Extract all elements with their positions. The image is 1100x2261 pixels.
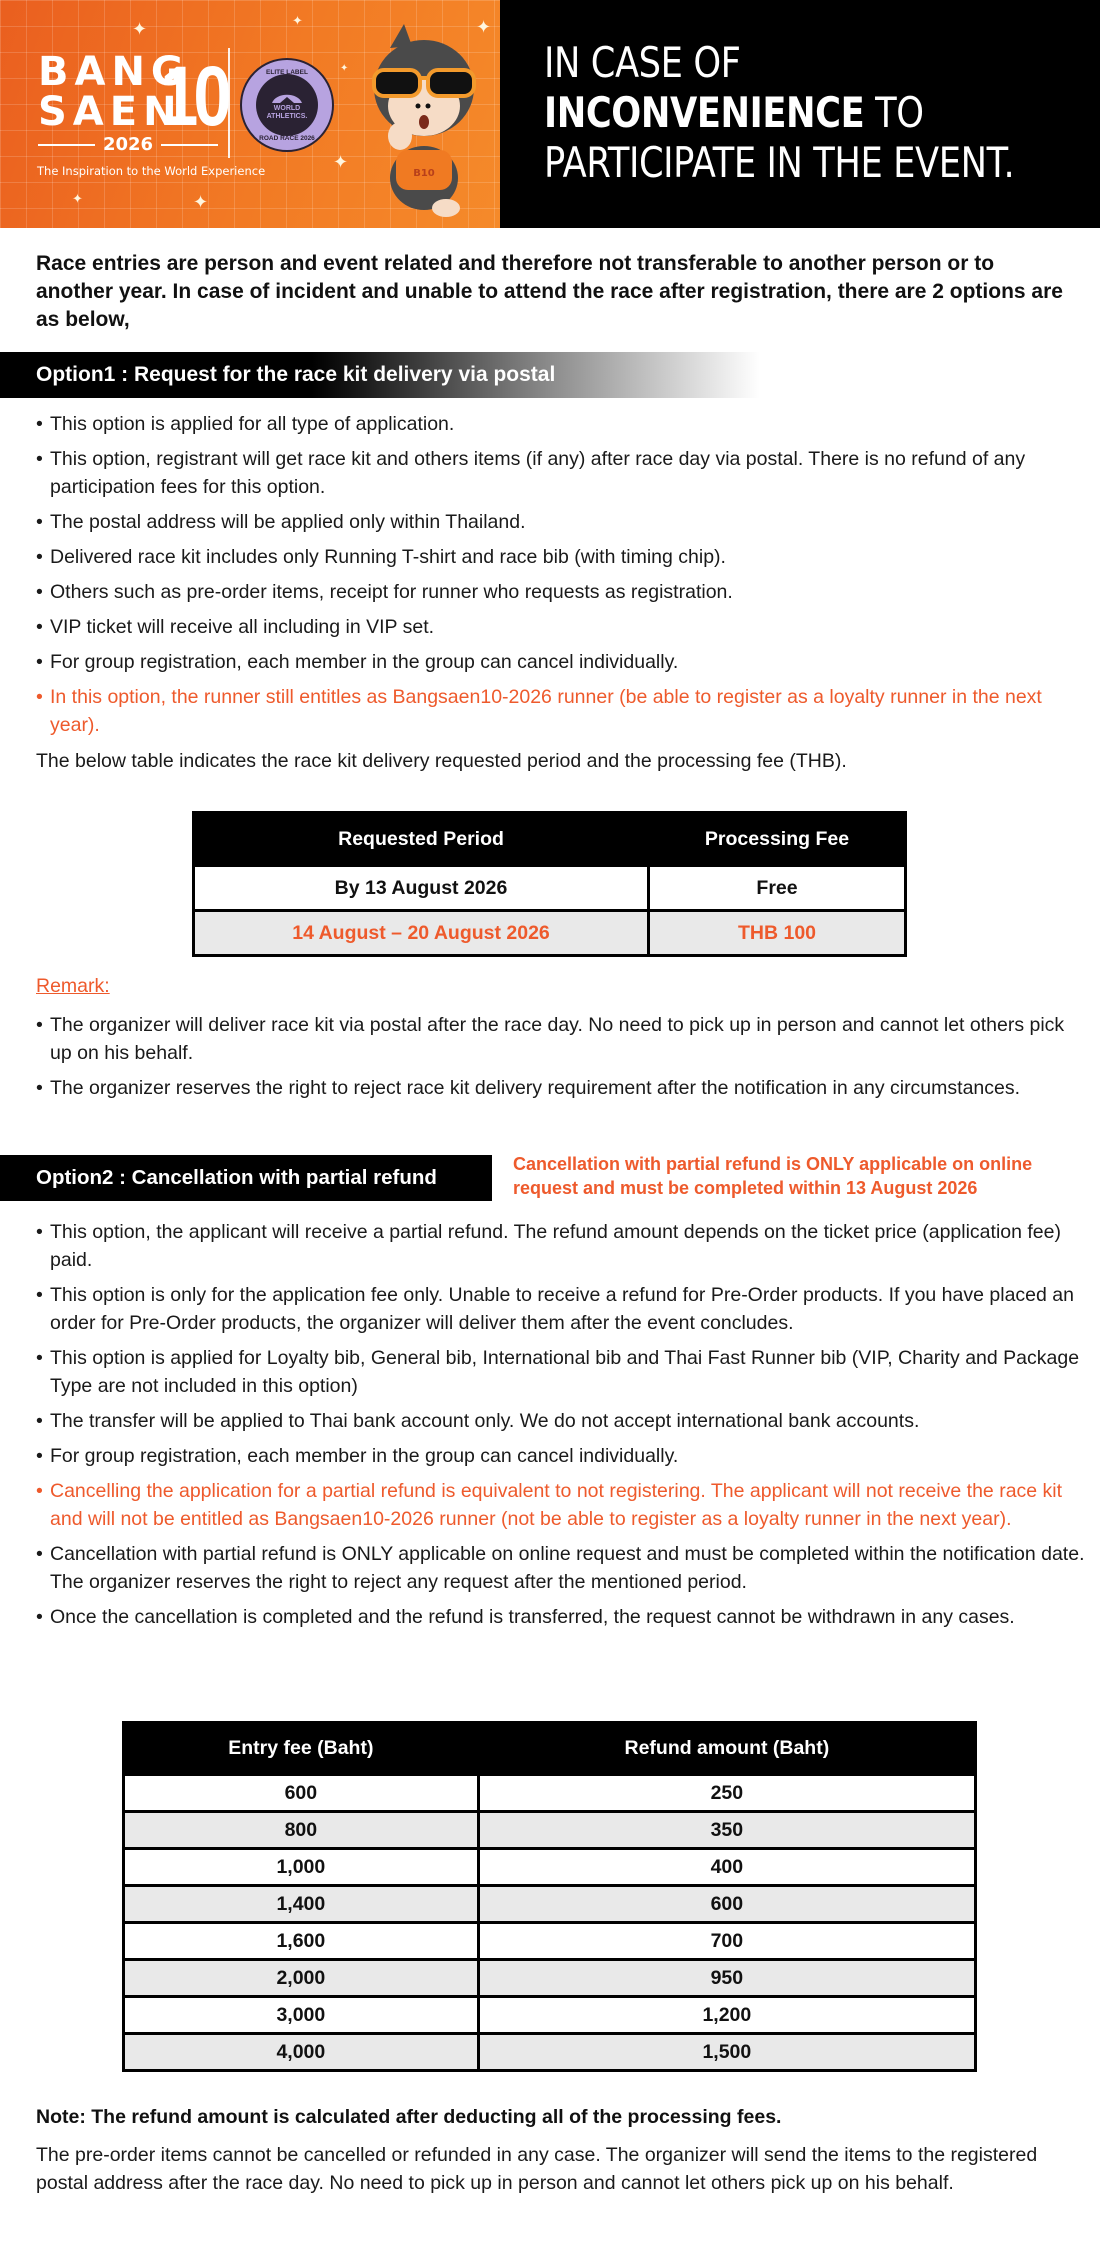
title-line3: PARTICIPATE IN THE EVENT. xyxy=(544,138,1015,187)
sparkle-icon: ✦ xyxy=(292,13,303,28)
list-item: • The organizer reserves the right to reject race kit delivery requirement after the notification in any circumstances. xyxy=(36,1074,1076,1102)
table-cell: 3,000 xyxy=(124,1997,479,2034)
table-cell: 1,200 xyxy=(478,1997,975,2034)
table-row xyxy=(124,1923,976,1960)
list-item: • VIP ticket will receive all including in VIP set. xyxy=(36,613,1096,641)
list-item: • This option is applied for Loyalty bib, General bib, International bib and Thai Fast Runner bib (VIP, Charity and Package Type are not included in this option) xyxy=(36,1344,1086,1400)
list-item: • This option, registrant will get race kit and others items (if any) after race day via postal. There is no refund of any participation fees for this option. xyxy=(36,445,1096,501)
remark-label: Remark: xyxy=(36,975,110,997)
table-cell: Free xyxy=(649,866,906,911)
tagline: The Inspiration to the World Experience xyxy=(37,164,266,178)
badge-center xyxy=(256,74,318,136)
table-header-row xyxy=(124,1723,976,1775)
sparkle-icon: ✦ xyxy=(193,192,209,212)
table-cell: 600 xyxy=(478,1886,975,1923)
table-cell: 14 August – 20 August 2026 xyxy=(194,911,649,956)
delivery-fee-table xyxy=(192,811,907,957)
header-banner xyxy=(0,0,1100,228)
list-item-highlight: • Cancelling the application for a partial refund is equivalent to not registering. The applicant will not receive the race kit and will not be entitled as Bangsaen10-2026 runner (not be able to register as a loyalty runner in the next year). xyxy=(36,1477,1086,1533)
column-header: Requested Period xyxy=(194,813,649,866)
sparkle-icon: ✦ xyxy=(72,191,83,206)
option1-header-bar xyxy=(0,352,760,398)
refund-table xyxy=(122,1721,977,2072)
list-item: • This option is applied for all type of application. xyxy=(36,410,1096,438)
title-line2-bold: INCONVENIENCE xyxy=(544,88,865,137)
table-row xyxy=(124,1812,976,1849)
table-cell: 350 xyxy=(478,1812,975,1849)
option1-bullet-list xyxy=(36,410,1096,746)
column-header: Entry fee (Baht) xyxy=(124,1723,479,1775)
remark-list xyxy=(36,1011,1076,1109)
title-line2 xyxy=(544,88,1014,138)
table-row xyxy=(124,1886,976,1923)
table-cell: 250 xyxy=(478,1775,975,1812)
table-row xyxy=(194,866,906,911)
list-item: • This option is only for the application fee only. Unable to receive a refund for Pre-Order products. If you have placed an order for Pre-Order products, the organizer will deliver them after the event concludes. xyxy=(36,1281,1086,1337)
list-item: • Once the cancellation is completed and the refund is transferred, the request cannot be withdrawn in any cases. xyxy=(36,1603,1086,1631)
option2-title: Option2 : Cancellation with partial refund xyxy=(36,1166,437,1189)
table-cell: 1,400 xyxy=(124,1886,479,1923)
title-line1: IN CASE OF xyxy=(544,38,741,87)
preorder-note: The pre-order items cannot be cancelled or refunded in any case. The organizer will send the items to the registered postal address after the race day. No need to pick up in person and cannot let others pick up on his behalf. xyxy=(36,2144,1038,2194)
title-line2-rest: TO xyxy=(864,88,924,137)
column-header: Processing Fee xyxy=(649,813,906,866)
table-cell: 1,600 xyxy=(124,1923,479,1960)
logo-year: 2026 xyxy=(102,134,154,155)
title-panel xyxy=(500,0,1100,228)
table-cell: 2,000 xyxy=(124,1960,479,1997)
list-item: • For group registration, each member in the group can cancel individually. xyxy=(36,1442,1086,1470)
divider xyxy=(161,144,218,146)
table-row xyxy=(194,911,906,956)
event-banner xyxy=(0,0,500,228)
logo-year-row xyxy=(38,134,218,155)
table-cell: 700 xyxy=(478,1923,975,1960)
logo-line1: BANG xyxy=(38,49,190,95)
sparkle-icon: ✦ xyxy=(476,17,492,37)
sparkle-icon: ✦ xyxy=(333,152,349,172)
logo-number: 10 xyxy=(160,49,227,143)
sparkle-icon: ✦ xyxy=(132,19,148,39)
table-header-row xyxy=(194,813,906,866)
table-cell: 800 xyxy=(124,1812,479,1849)
athletics-track-icon xyxy=(270,89,304,105)
badge-bottom-label: ROAD RACE 2026 xyxy=(259,135,315,142)
logo-line2: SAEN xyxy=(38,89,183,135)
list-item-highlight: • In this option, the runner still entitles as Bangsaen10-2026 runner (be able to register as a loyalty runner in the next year). xyxy=(36,683,1096,739)
table-row xyxy=(124,1997,976,2034)
table-cell: 400 xyxy=(478,1849,975,1886)
table-cell: 600 xyxy=(124,1775,479,1812)
table-cell: By 13 August 2026 xyxy=(194,866,649,911)
option1-title: Option1 : Request for the race kit delivery via postal xyxy=(36,363,556,386)
table-row xyxy=(124,1960,976,1997)
column-header: Refund amount (Baht) xyxy=(478,1723,975,1775)
table-cell: THB 100 xyxy=(649,911,906,956)
list-item: • The postal address will be applied only within Thailand. xyxy=(36,508,1096,536)
table-row xyxy=(124,1849,976,1886)
table-cell: 4,000 xyxy=(124,2034,479,2071)
list-item: • The organizer will deliver race kit via postal after the race day. No need to pick up in person and cannot let others pick up on his behalf. xyxy=(36,1011,1076,1067)
list-item: • Delivered race kit includes only Running T-shirt and race bib (with timing chip). xyxy=(36,543,1096,571)
logo-divider xyxy=(228,48,230,158)
monkey-mascot-icon xyxy=(360,18,488,218)
list-item: • Cancellation with partial refund is ONLY applicable on online request and must be completed within the notification date. The organizer reserves the right to reject any request after the mentioned period. xyxy=(36,1540,1086,1596)
badge-center-line2: ATHLETICS. xyxy=(266,113,308,120)
list-item: • For group registration, each member in the group can cancel individually. xyxy=(36,648,1096,676)
list-item: • This option, the applicant will receive a partial refund. The refund amount depends on the ticket price (application fee) paid. xyxy=(36,1218,1086,1274)
option2-bullet-list xyxy=(36,1218,1086,1638)
world-athletics-badge xyxy=(240,58,334,152)
option2-header-bar xyxy=(0,1155,492,1201)
table-row xyxy=(124,1775,976,1812)
table-cell: 1,500 xyxy=(478,2034,975,2071)
sparkle-icon: ✦ xyxy=(340,63,349,74)
badge-center-line1: WORLD xyxy=(273,105,301,112)
table-cell: 950 xyxy=(478,1960,975,1997)
list-item: • Others such as pre-order items, receipt for runner who requests as registration. xyxy=(36,578,1096,606)
page-title xyxy=(544,38,1014,188)
table-row xyxy=(124,2034,976,2071)
divider xyxy=(38,144,95,146)
refund-note: Note: The refund amount is calculated after deducting all of the processing fees. xyxy=(36,2106,782,2128)
option2-deadline-note: Cancellation with partial refund is ONLY applicable on online request and must be completed within 13 August 2026 xyxy=(513,1154,1033,1198)
badge-top-label: ELITE LABEL xyxy=(266,69,308,76)
svg-text:B10: B10 xyxy=(413,168,435,179)
list-item: • The transfer will be applied to Thai bank account only. We do not accept international bank accounts. xyxy=(36,1407,1086,1435)
delivery-table-caption: The below table indicates the race kit delivery requested period and the processing fee (THB). xyxy=(36,750,847,772)
intro-paragraph: Race entries are person and event related and therefore not transferable to another person or to another year. In case of incident and unable to attend the race after registration, there are 2 options are as below, xyxy=(36,252,1063,331)
table-cell: 1,000 xyxy=(124,1849,479,1886)
